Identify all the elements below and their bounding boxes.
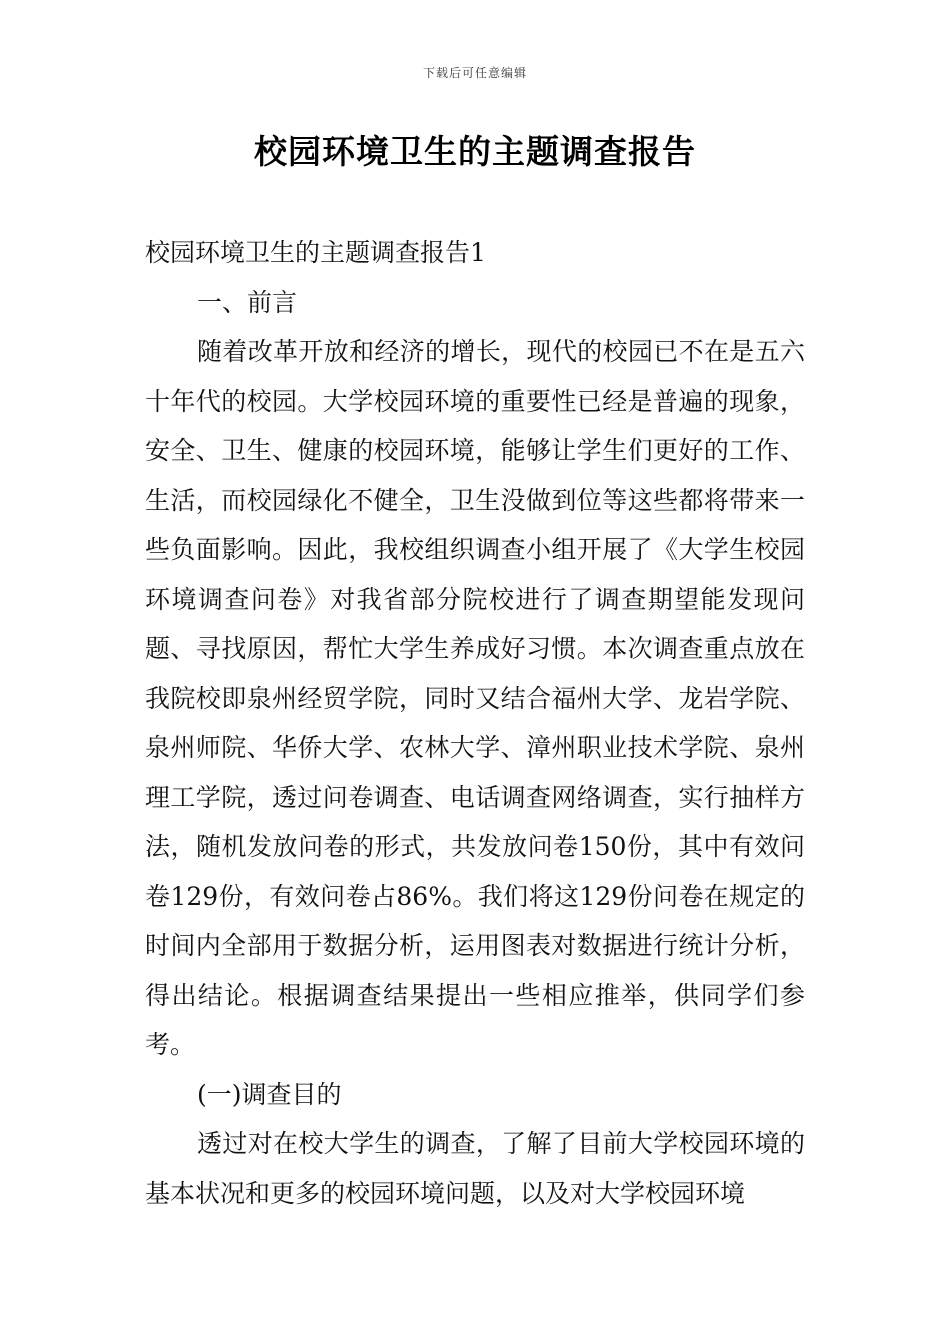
paragraph-preface: 随着改革开放和经济的增长，现代的校园已不在是五六十年代的校园。大学校园环境的重要性已经是普遍的现象，安全、卫生、健康的校园环境，能够让学生们更好的工作、生活，而校园绿化不健全，卫生没做到位等这些都将带来一些负面影响。因此，我校组织调查小组开展了《大学生校园环境调查问卷》对我省部分院校进行了调查期望能发现问题、寻找原因，帮忙大学生养成好习惯。本次调查重点放在我院校即泉州经贸学院，同时又结合福州大学、龙岩学院、泉州师院、华侨大学、农林大学、漳州职业技术学院、泉州理工学院，透过问卷调查、电话调查网络调查，实行抽样方法，随机发放问卷的形式，共发放问卷150份，其中有效问卷129份，有效问卷占86%。我们将这129份问卷在规定的时间内全部用于数据分析，运用图表对数据进行统计分析，得出结论。根据调查结果提出一些相应推举，供同学们参考。 (145, 337, 805, 1059)
paragraph-purpose: 透过对在校大学生的调查，了解了目前大学校园环境的基本状况和更多的校园环境问题，以及对大学校园环境 (145, 1129, 805, 1208)
section-title: 校园环境卫生的主题调查报告1 (145, 238, 486, 267)
subheading-purpose: (一)调查目的 (197, 1079, 342, 1109)
document-title: 校园环境卫生的主题调查报告 (254, 132, 696, 171)
document-body (145, 228, 805, 1218)
subheading-preface: 一、前言 (197, 287, 298, 317)
header-note: 下载后可任意编辑 (422, 66, 527, 80)
